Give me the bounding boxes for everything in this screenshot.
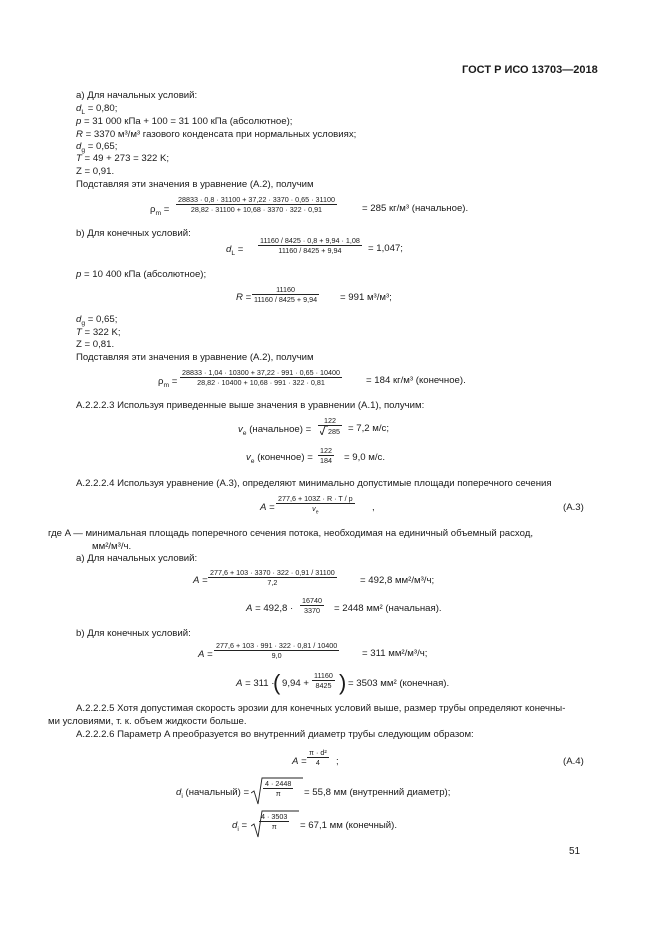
rho-symbol-final: $\rho_m$ = (158, 376, 178, 389)
area-final2-fraction: 11160 8425 (314, 671, 333, 690)
rho-initial-result: = 285 кг/м³ (начальное). (362, 203, 469, 214)
substitution-text-final: Подставляя эти значения в уравнение (А.2), получим (76, 352, 314, 363)
ve-final-result: = 9,0 м/с. (344, 452, 385, 463)
close-paren: ) (339, 670, 347, 695)
where-line1: где A — минимальная площадь поперечного сечения потока, необходимая на единичный объемный расход, (48, 528, 534, 539)
rho-denominator: 28,82 · 31100 + 10,68 · 3370 · 322 · 0,91 (190, 205, 323, 214)
ve-initial-result: = 7,2 м/с; (348, 423, 389, 434)
final-conditions-title: b) Для конечных условий: (76, 228, 191, 239)
z-initial: Z = 0,91. (76, 166, 115, 177)
r-initial: R = 3370 м³/м³ газового конденсата при нормальных условиях; (76, 129, 357, 140)
d-initial-result: = 55,8 мм (внутренний диаметр); (304, 787, 451, 798)
section-a2223-text: А.2.2.2.3 Используя приведенные выше значения в уравнении (А.1), получим: (76, 400, 425, 411)
ve-final-fraction: 122 184 (320, 446, 332, 465)
d-initial-fraction: 4 · 2448 π (265, 779, 292, 798)
area-initial-title: a) Для начальных условий: (76, 553, 198, 564)
rho-final-fraction: 28833 · 1,04 · 10300 + 37,22 · 991 · 0,65 · 10400 28,82 · 10400 + 10,68 · 991 · 322 · 0,81 (182, 368, 341, 387)
a4-semicolon: ; (336, 756, 339, 767)
area-initial2-result: = 2448 мм² (начальная). (334, 603, 442, 614)
rho-numerator: 28833 · 0,8 · 31100 + 37,22 · 3370 · 0,65 · 31100 (178, 195, 335, 204)
area-initial2-fraction: 16740 3370 (302, 596, 322, 615)
open-paren: ( (273, 670, 281, 695)
area-final-symbol: A = (198, 649, 213, 660)
area-initial-symbol: A = (193, 575, 208, 586)
a3-comma: , (372, 502, 375, 513)
ve-initial-label: $v_e$ (начальное) = (238, 424, 312, 437)
d-final-result: = 67,1 мм (конечный). (300, 820, 398, 831)
area-final-result: = 311 мм²/м³/ч; (362, 648, 428, 659)
area-initial-result: = 492,8 мм²/м³/ч; (360, 575, 435, 586)
area-final2-result: = 3503 мм² (конечная). (348, 678, 450, 689)
r-final-fraction: 11160 11160 / 8425 + 9,94 (254, 285, 318, 304)
eq-ref-a4: (А.4) (563, 756, 584, 767)
document-header: ГОСТ Р ИСО 13703—2018 (462, 64, 598, 76)
d-final-label: $d_i$ = (232, 820, 248, 833)
section-a2225-line2: ми условиями, т. к. объем жидкости больше. (48, 716, 247, 727)
r-symbol: R = (236, 292, 252, 303)
d-final-fraction: 4 · 3503 π (261, 812, 288, 831)
section-a2225-line1: А.2.2.2.5 Хотя допустимая скорость эрозии для конечных условий выше, размер трубы определяют конечны- (76, 703, 566, 714)
where-line2: мм²/м³/ч. (92, 541, 132, 552)
section-a2224-text: А.2.2.2.4 Используя уравнение (А.3), определяют минимально допустимые площади поперечного сечения (76, 478, 552, 489)
z-final: Z = 0,81. (76, 339, 115, 350)
dl-symbol: $d_L$ = (226, 244, 244, 257)
d-initial-label: $d_i$ (начальный) = (176, 787, 250, 800)
rho-final-result: = 184 кг/м³ (конечное). (366, 375, 466, 386)
a4-symbol: A = (292, 756, 307, 767)
dl-final-result: = 1,047; (368, 243, 403, 254)
dl-initial: $d_L = 0,80$; (76, 103, 118, 116)
rho-initial-fraction (176, 195, 337, 214)
a3-fraction: 277,6 + 103Z · R · T / p $v_e$ (278, 494, 353, 516)
area-initial2-pre: A = 492,8 · (246, 603, 294, 614)
section-a2226-text: А.2.2.2.6 Параметр A преобразуется во внутренний диаметр трубы следующим образом: (76, 729, 474, 740)
area-final2-pre: A = 311 · (236, 678, 275, 689)
a4-fraction: π · d² 4 (309, 748, 327, 767)
substitution-text: Подставляя эти значения в уравнение (А.2), получим (76, 179, 314, 190)
p-final: p = 10 400 кПа (абсолютное); (76, 269, 207, 280)
area-final-title: b) Для конечных условий: (76, 628, 191, 639)
t-final: T = 322 K; (76, 327, 121, 338)
ve-initial-fraction: 122 285 (318, 416, 342, 436)
page-number: 51 (569, 846, 581, 857)
dg-initial: $d_g = 0,65$; (76, 141, 118, 154)
r-final-result: = 991 м³/м³; (340, 292, 392, 303)
rho-symbol: $\rho_m$ = (150, 204, 170, 217)
initial-conditions-title: a) Для начальных условий: (76, 90, 198, 101)
ve-final-label: $v_e$ (конечное) = (246, 452, 313, 465)
a-equation-symbol: A = (260, 502, 275, 513)
eq-ref-a3: (А.3) (563, 502, 584, 513)
area-initial-fraction: 277,6 + 103 · 3370 · 322 · 0,91 / 31100 7,2 (210, 568, 335, 587)
area-final-fraction: 277,6 + 103 · 991 · 322 · 0,81 / 10400 9,0 (216, 641, 338, 660)
p-initial: p = 31 000 кПа + 100 = 31 100 кПа (абсолютное); (76, 116, 293, 127)
dl-final-fraction: 11160 / 8425 · 0,8 + 9,94 · 1,08 11160 / 8425 + 9,94 (260, 236, 360, 255)
dg-final: $d_g = 0,65$; (76, 314, 118, 327)
area-final2-inner: 9,94 + (282, 678, 309, 689)
t-initial: T = 49 + 273 = 322 K; (76, 153, 170, 164)
